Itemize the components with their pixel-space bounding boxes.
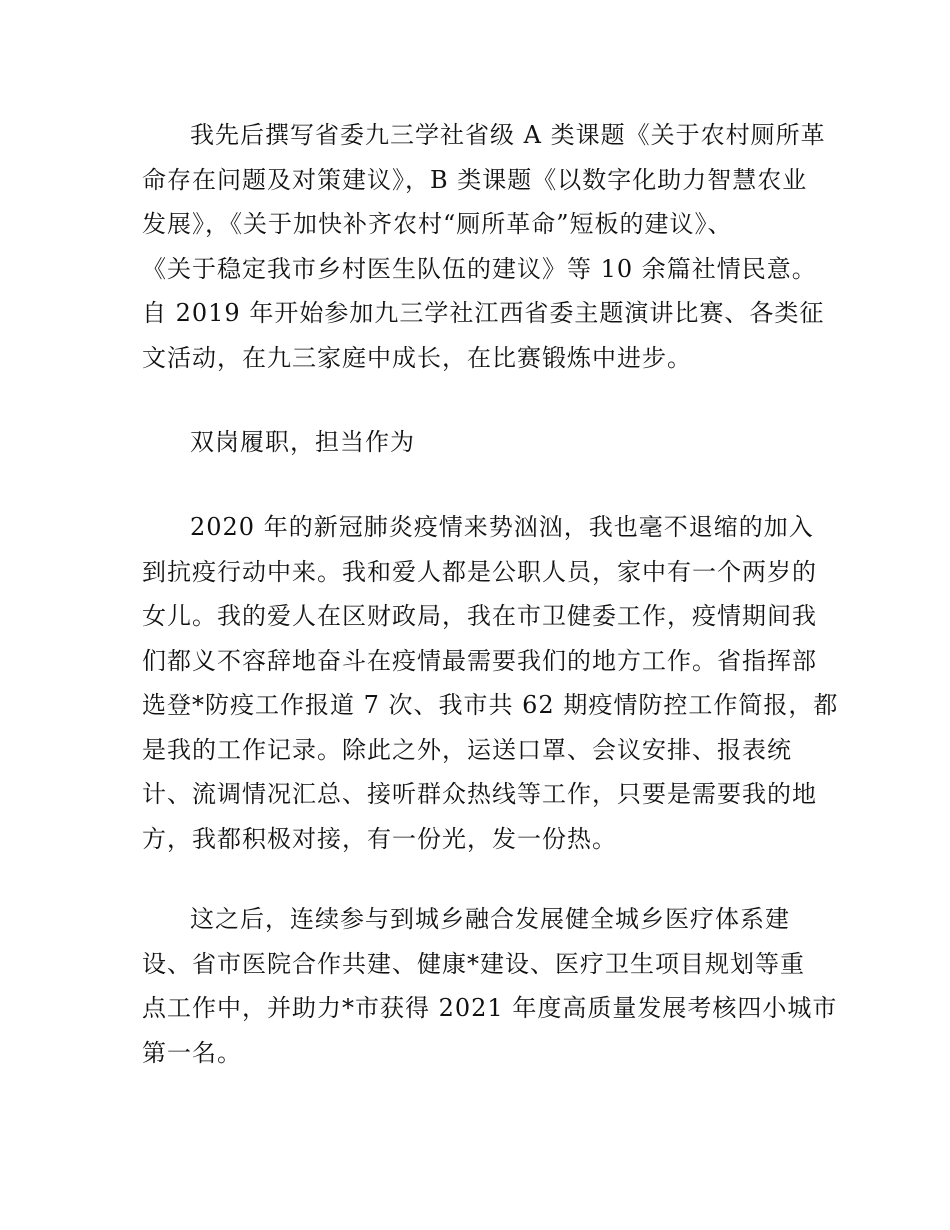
text-line: 自 2019 年开始参加九三学社江西省委主题演讲比赛、各类征 [142,299,825,327]
paragraph-subsequent-work [142,897,838,1075]
text-line: 方，我都积极对接，有一份光，发一份热。 [142,824,617,853]
text-line: 《关于稳定我市乡村医生队伍的建议》等 10 余篇社情民意。 [142,254,817,283]
text-line: 2020 年的新冠肺炎疫情来势汹汹，我也毫不退缩的加入 [190,513,814,541]
text-line: 命存在问题及对策建议》，B 类课题《以数字化助力智慧农业 [142,165,808,194]
text-line: 是我的工作记录。除此之外，运送口罩、会议安排、报表统 [142,735,792,764]
paragraph-research-topics [142,113,826,380]
text-line: 选登*防疫工作报道 7 次、我市共 62 期疫情防控工作简报，都 [142,691,839,719]
text-line: 发展》，《关于加快补齐农村“厕所革命”短板的建议》、 [142,210,733,238]
text-line: 这之后，连续参与到城乡融合发展健全城乡医疗体系建 [190,905,790,933]
text-line: 我先后撰写省委九三学社省级 A 类课题《关于农村厕所革 [190,121,826,149]
text-line: 女儿。我的爱人在区财政局，我在市卫健委工作，疫情期间我 [142,602,817,630]
paragraph-epidemic-work [142,505,839,861]
text-line: 们都义不容辞地奋斗在疫情最需要我们的地方工作。省指挥部 [142,646,817,675]
text-line: 设、省市医院合作共建、健康*建设、医疗卫生项目规划等重 [142,949,805,978]
text-line: 计、流调情况汇总、接听群众热线等工作，只要是需要我的地 [142,780,817,808]
text-line: 文活动，在九三家庭中成长，在比赛锻炼中进步。 [142,343,692,372]
text-line: 第一名。 [142,1038,242,1067]
section-heading: 双岗履职，担当作为 [190,428,415,456]
text-line: 点工作中，并助力*市获得 2021 年度高质量发展考核四小城市 [142,994,838,1022]
text-line: 到抗疫行动中来。我和爱人都是公职人员，家中有一个两岁的 [142,557,817,586]
